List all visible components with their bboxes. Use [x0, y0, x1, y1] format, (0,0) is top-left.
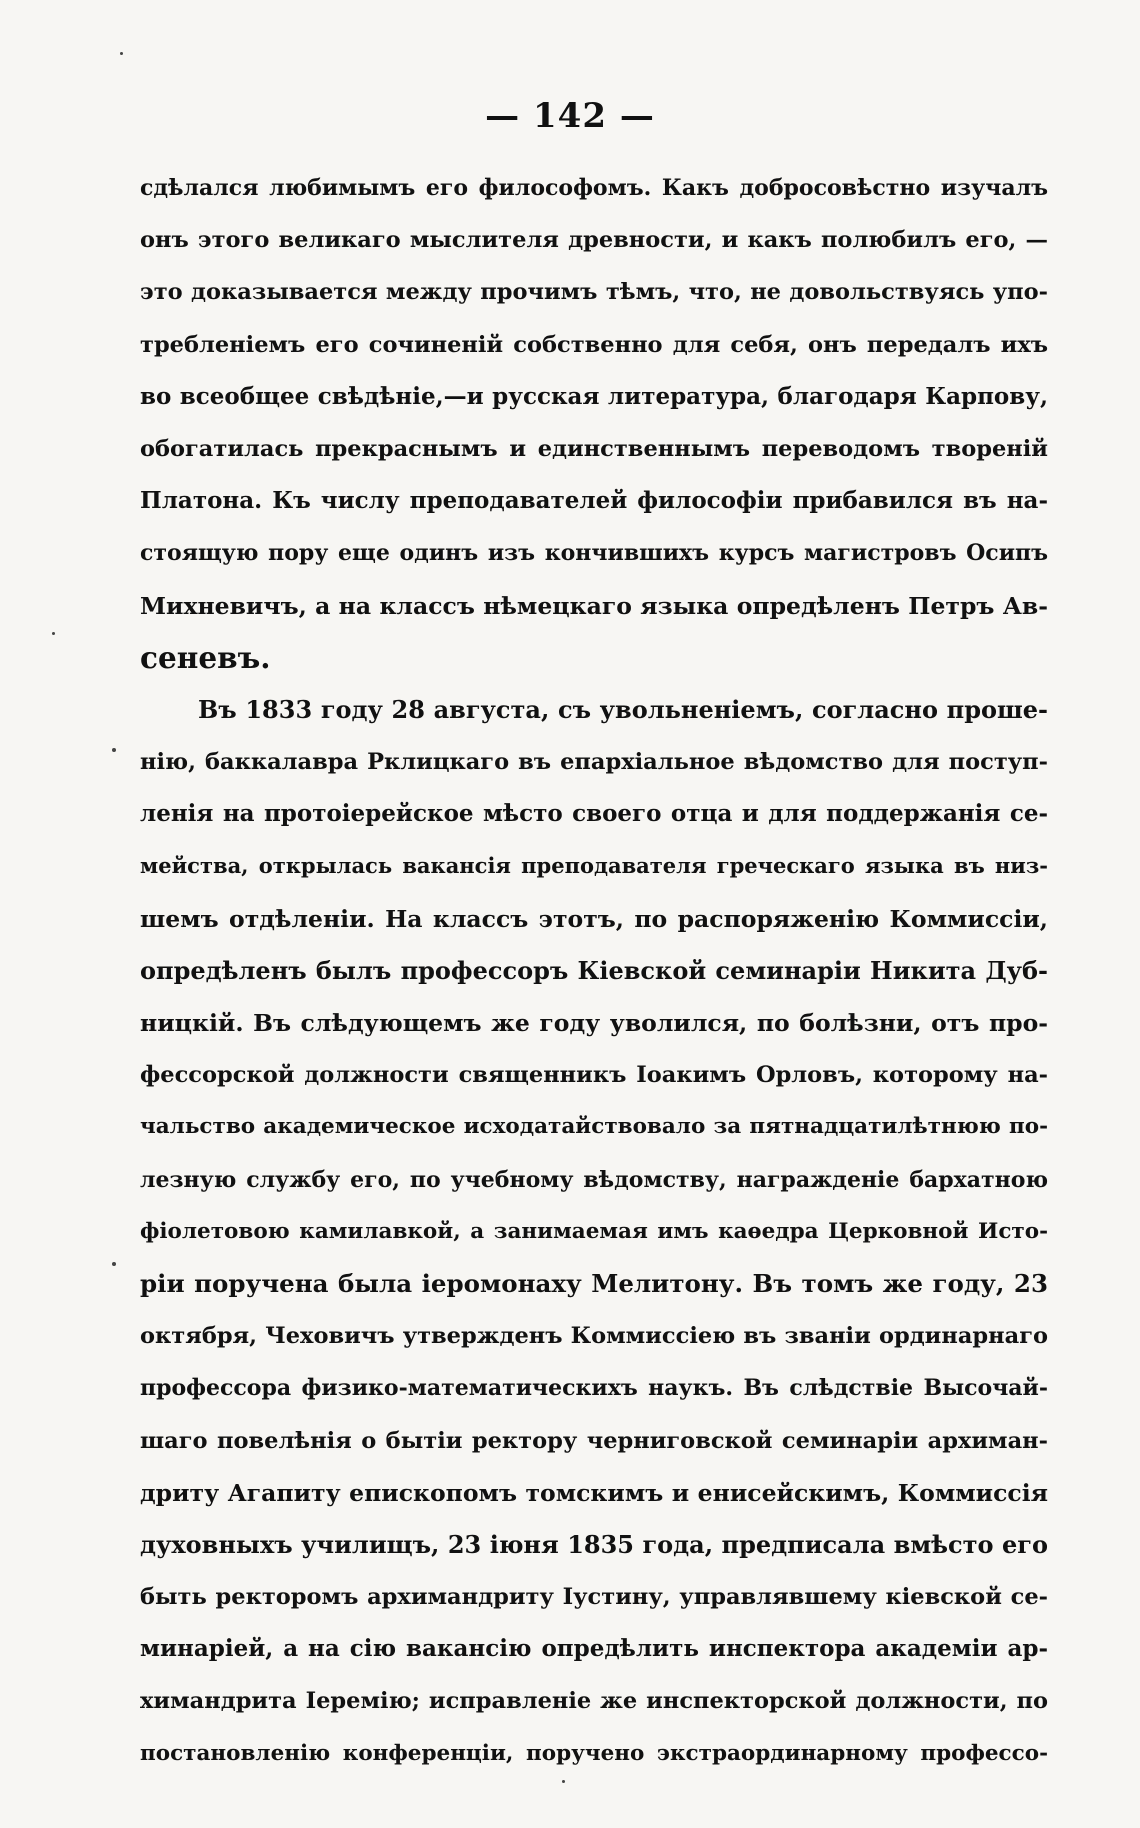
text-line: требленіемъ его сочиненій собственно для себя, онъ передалъ ихъ: [140, 331, 1048, 358]
text-line: ленія на протоіерейское мѣсто своего отца и для поддержанія се-: [140, 800, 1048, 828]
text-line: чальство академическое исходатайствовало за пятнадцатилѣтнюю по-: [140, 1114, 1048, 1140]
scan-speck: [112, 748, 116, 752]
text-line: это доказывается между прочимъ тѣмъ, что, не довольствуясь упо-: [140, 279, 1048, 306]
scan-speck: [52, 632, 55, 635]
text-line: сеневъ.: [140, 639, 271, 675]
text-line: мейства, открылась вакансія преподавателя греческаго языка въ низ-: [140, 853, 1048, 879]
text-line: Михневичъ, а на классъ нѣмецкаго языка опредѣленъ Петръ Ав-: [140, 591, 1048, 620]
text-line: шемъ отдѣленіи. На классъ этотъ, по распоряженію Коммиссіи,: [140, 904, 1048, 933]
page-number: — 142 —: [485, 96, 655, 136]
text-line: нію, баккалавра Рклицкаго въ епархіальное вѣдомство для поступ-: [140, 749, 1048, 776]
text-line: ницкій. Въ слѣдующемъ же году уволился, по болѣзни, отъ про-: [140, 1009, 1048, 1037]
scan-speck: [112, 1262, 116, 1266]
text-line: октября, Чеховичъ утвержденъ Коммиссіею въ званіи ординарнаго: [140, 1323, 1048, 1350]
text-line: Въ 1833 году 28 августа, съ увольненіемъ, согласно проше-: [198, 694, 1048, 724]
text-line: опредѣленъ былъ профессоръ Кіевской семинаріи Никита Дуб-: [140, 955, 1048, 985]
text-line: ріи поручена была іеромонаху Мелитону. Въ томъ же году, 23: [140, 1268, 1048, 1298]
text-line: духовныхъ училищъ, 23 іюня 1835 года, предписала вмѣсто его: [140, 1529, 1048, 1559]
text-line: сдѣлался любимымъ его философомъ. Какъ добросовѣстно изучалъ: [140, 175, 1048, 201]
text-line: стоящую пору еще одинъ изъ кончившихъ курсъ магистровъ Осипъ: [140, 540, 1048, 567]
text-line: Платона. Къ числу преподавателей философіи прибавился въ на-: [140, 487, 1048, 515]
text-line: обогатилась прекраснымъ и единственнымъ переводомъ твореній: [140, 435, 1048, 462]
text-line: онъ этого великаго мыслителя древности, и какъ полюбилъ его, —: [140, 227, 1048, 254]
text-line: постановленію конференціи, поручено экстраординарному профессо-: [140, 1740, 1048, 1766]
text-line: профессора физико-математическихъ наукъ. Въ слѣдствіе Высочай-: [140, 1375, 1048, 1402]
text-line: быть ректоромъ архимандриту Іустину, управлявшему кіевской се-: [140, 1584, 1048, 1611]
text-line: минаріей, а на сію вакансію опредѣлить инспектора академіи ар-: [140, 1635, 1048, 1663]
text-line: шаго повелѣнія о бытіи ректору черниговской семинаріи архиман-: [140, 1427, 1048, 1454]
text-line: лезную службу его, по учебному вѣдомству, награжденіе бархатною: [140, 1166, 1048, 1193]
body-text: [140, 162, 1048, 1780]
scan-speck: [562, 1780, 565, 1783]
text-line: фіолетовою камилавкой, а занимаемая имъ каѳедра Церковной Исто-: [140, 1218, 1048, 1244]
scan-speck: [120, 52, 123, 55]
text-line: во всеобщее свѣдѣніе,—и русская литература, благодаря Карпову,: [140, 382, 1048, 410]
text-line: фессорской должности священникъ Іоакимъ Орловъ, которому на-: [140, 1062, 1048, 1089]
text-line: химандрита Іеремію; исправленіе же инспекторской должности, по: [140, 1688, 1048, 1715]
text-line: дриту Агапиту епископомъ томскимъ и енисейскимъ, Коммиссія: [140, 1478, 1048, 1507]
